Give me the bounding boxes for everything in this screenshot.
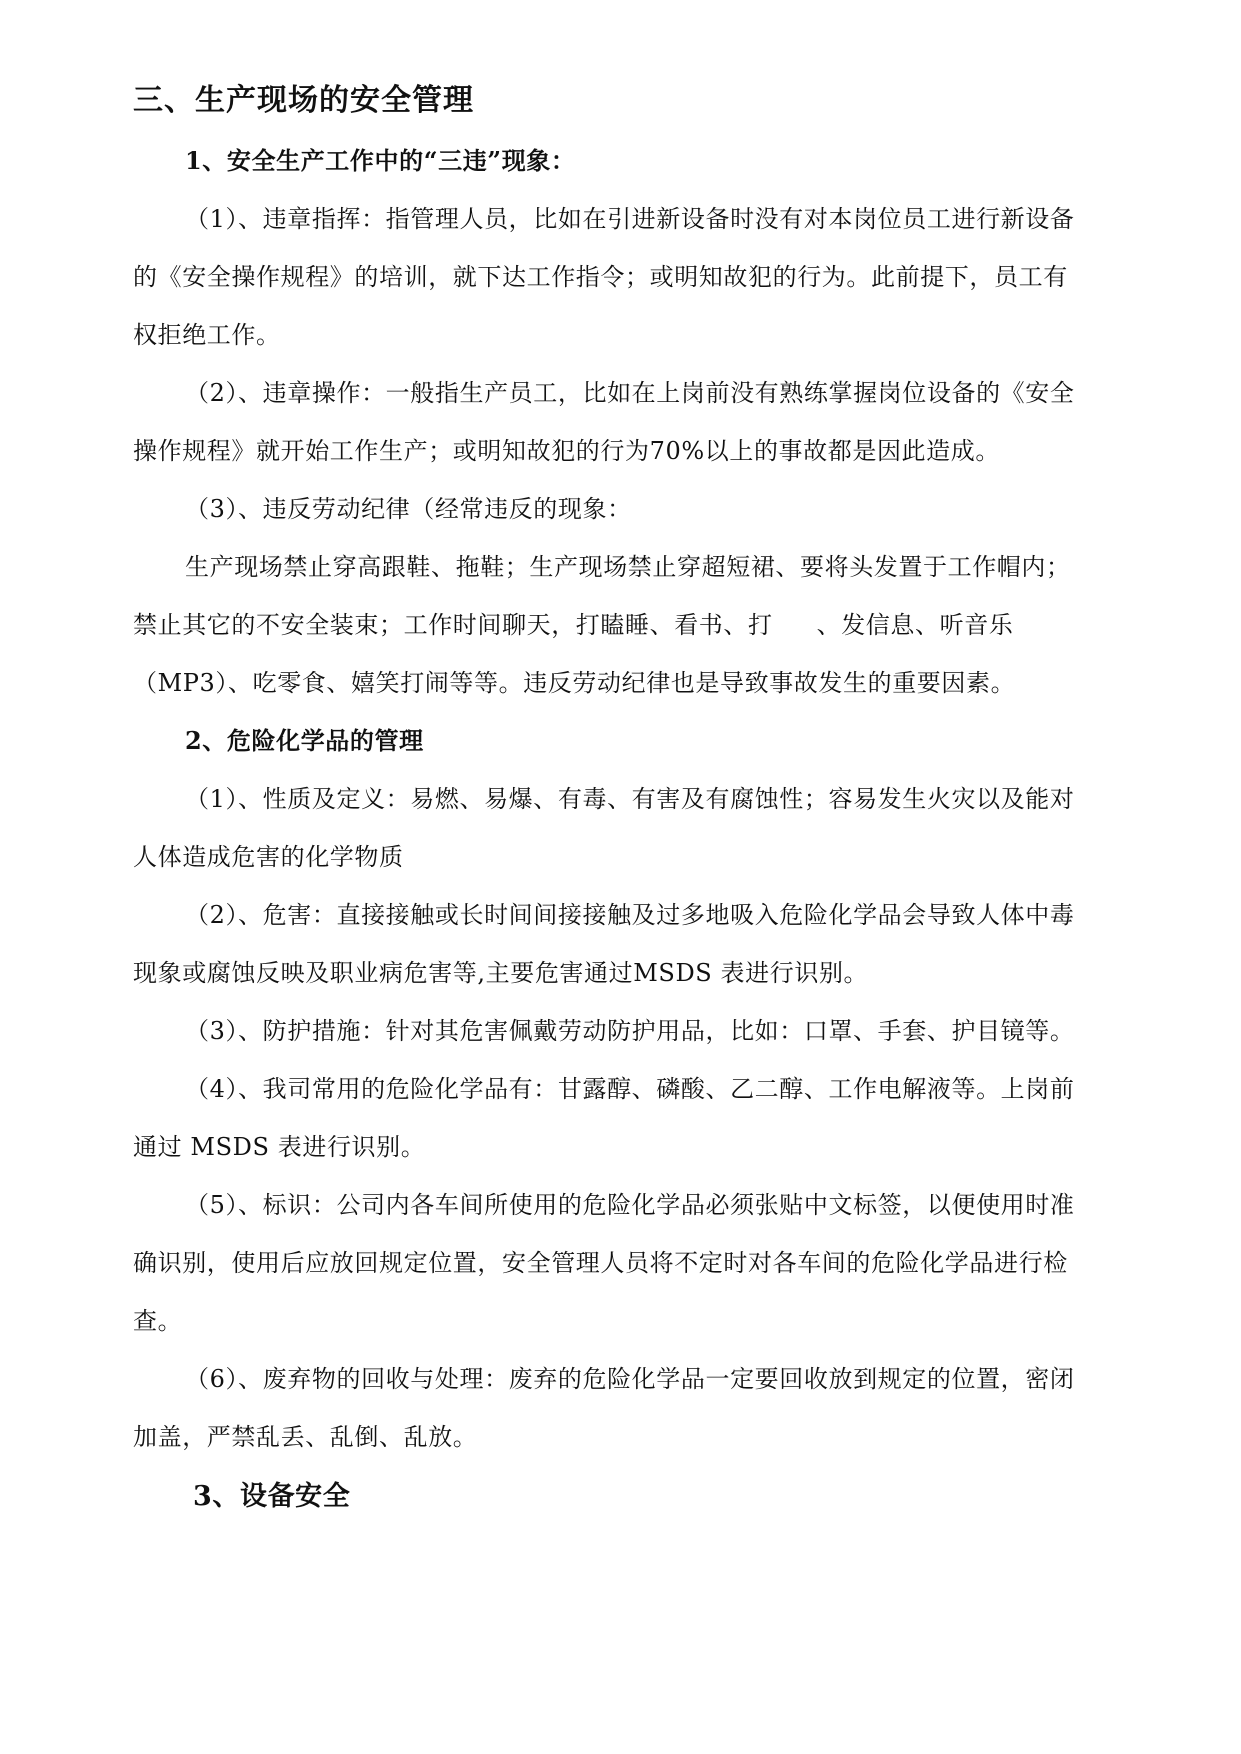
paragraph-line: （1）、性质及定义：易燃、易爆、有毒、有害及有腐蚀性；容易发生火灾以及能对 (185, 785, 1075, 813)
paragraph-line: 加盖，严禁乱丢、乱倒、乱放。 (133, 1423, 478, 1451)
paragraph-line: 查。 (133, 1307, 183, 1335)
paragraph-line: 确识别，使用后应放回规定位置，安全管理人员将不定时对各车间的危险化学品进行检 (133, 1249, 1068, 1277)
paragraph-line: （6）、废弃物的回收与处理：废弃的危险化学品一定要回收放到规定的位置，密闭 (185, 1365, 1075, 1393)
paragraph-line: 生产现场禁止穿高跟鞋、拖鞋；生产现场禁止穿超短裙、要将头发置于工作帽内； (185, 553, 1071, 581)
section-title: 三、生产现场的安全管理 (133, 83, 474, 118)
paragraph-line: （4）、我司常用的危险化学品有：甘露醇、磷酸、乙二醇、工作电解液等。上岗前 (185, 1075, 1075, 1103)
text-fragment: 禁止其它的不安全装束；工作时间聊天，打瞌睡、看书、打 (133, 611, 773, 639)
paragraph-line: （2）、危害：直接接触或长时间间接接触及过多地吸入危险化学品会导致人体中毒 (185, 901, 1075, 929)
subsection-heading-2: 2、危险化学品的管理 (185, 726, 424, 755)
paragraph-line: （MP3）、吃零食、嬉笑打闹等等。违反劳动纪律也是导致事故发生的重要因素。 (133, 669, 1016, 697)
paragraph-line: （5）、标识：公司内各车间所使用的危险化学品必须张贴中文标签，以便使用时准 (185, 1191, 1075, 1219)
text-fragment: 、发信息、听音乐 (816, 611, 1014, 639)
paragraph-line: 通过 MSDS 表进行识别。 (133, 1133, 426, 1161)
subsection-heading-3: 3、设备安全 (193, 1481, 351, 1512)
paragraph-line: （3）、防护措施：针对其危害佩戴劳动防护用品，比如：口罩、手套、护目镜等。 (185, 1017, 1075, 1045)
paragraph-line: （2）、违章操作：一般指生产员工，比如在上岗前没有熟练掌握岗位设备的《安全 (185, 379, 1075, 407)
paragraph-line: （1）、违章指挥：指管理人员，比如在引进新设备时没有对本岗位员工进行新设备 (185, 205, 1075, 233)
paragraph-line: 操作规程》就开始工作生产；或明知故犯的行为70%以上的事故都是因此造成。 (133, 437, 1000, 465)
paragraph-line: 权拒绝工作。 (133, 321, 281, 349)
subsection-heading-1: 1、安全生产工作中的“三违”现象： (185, 146, 576, 175)
paragraph-line (133, 610, 1013, 640)
paragraph-line: （3）、违反劳动纪律（经常违反的现象： (185, 495, 632, 523)
paragraph-line: 现象或腐蚀反映及职业病危害等,主要危害通过MSDS 表进行识别。 (133, 959, 869, 987)
paragraph-line: 人体造成危害的化学物质 (133, 843, 404, 871)
paragraph-line: 的《安全操作规程》的培训，就下达工作指令；或明知故犯的行为。此前提下，员工有 (133, 263, 1068, 291)
